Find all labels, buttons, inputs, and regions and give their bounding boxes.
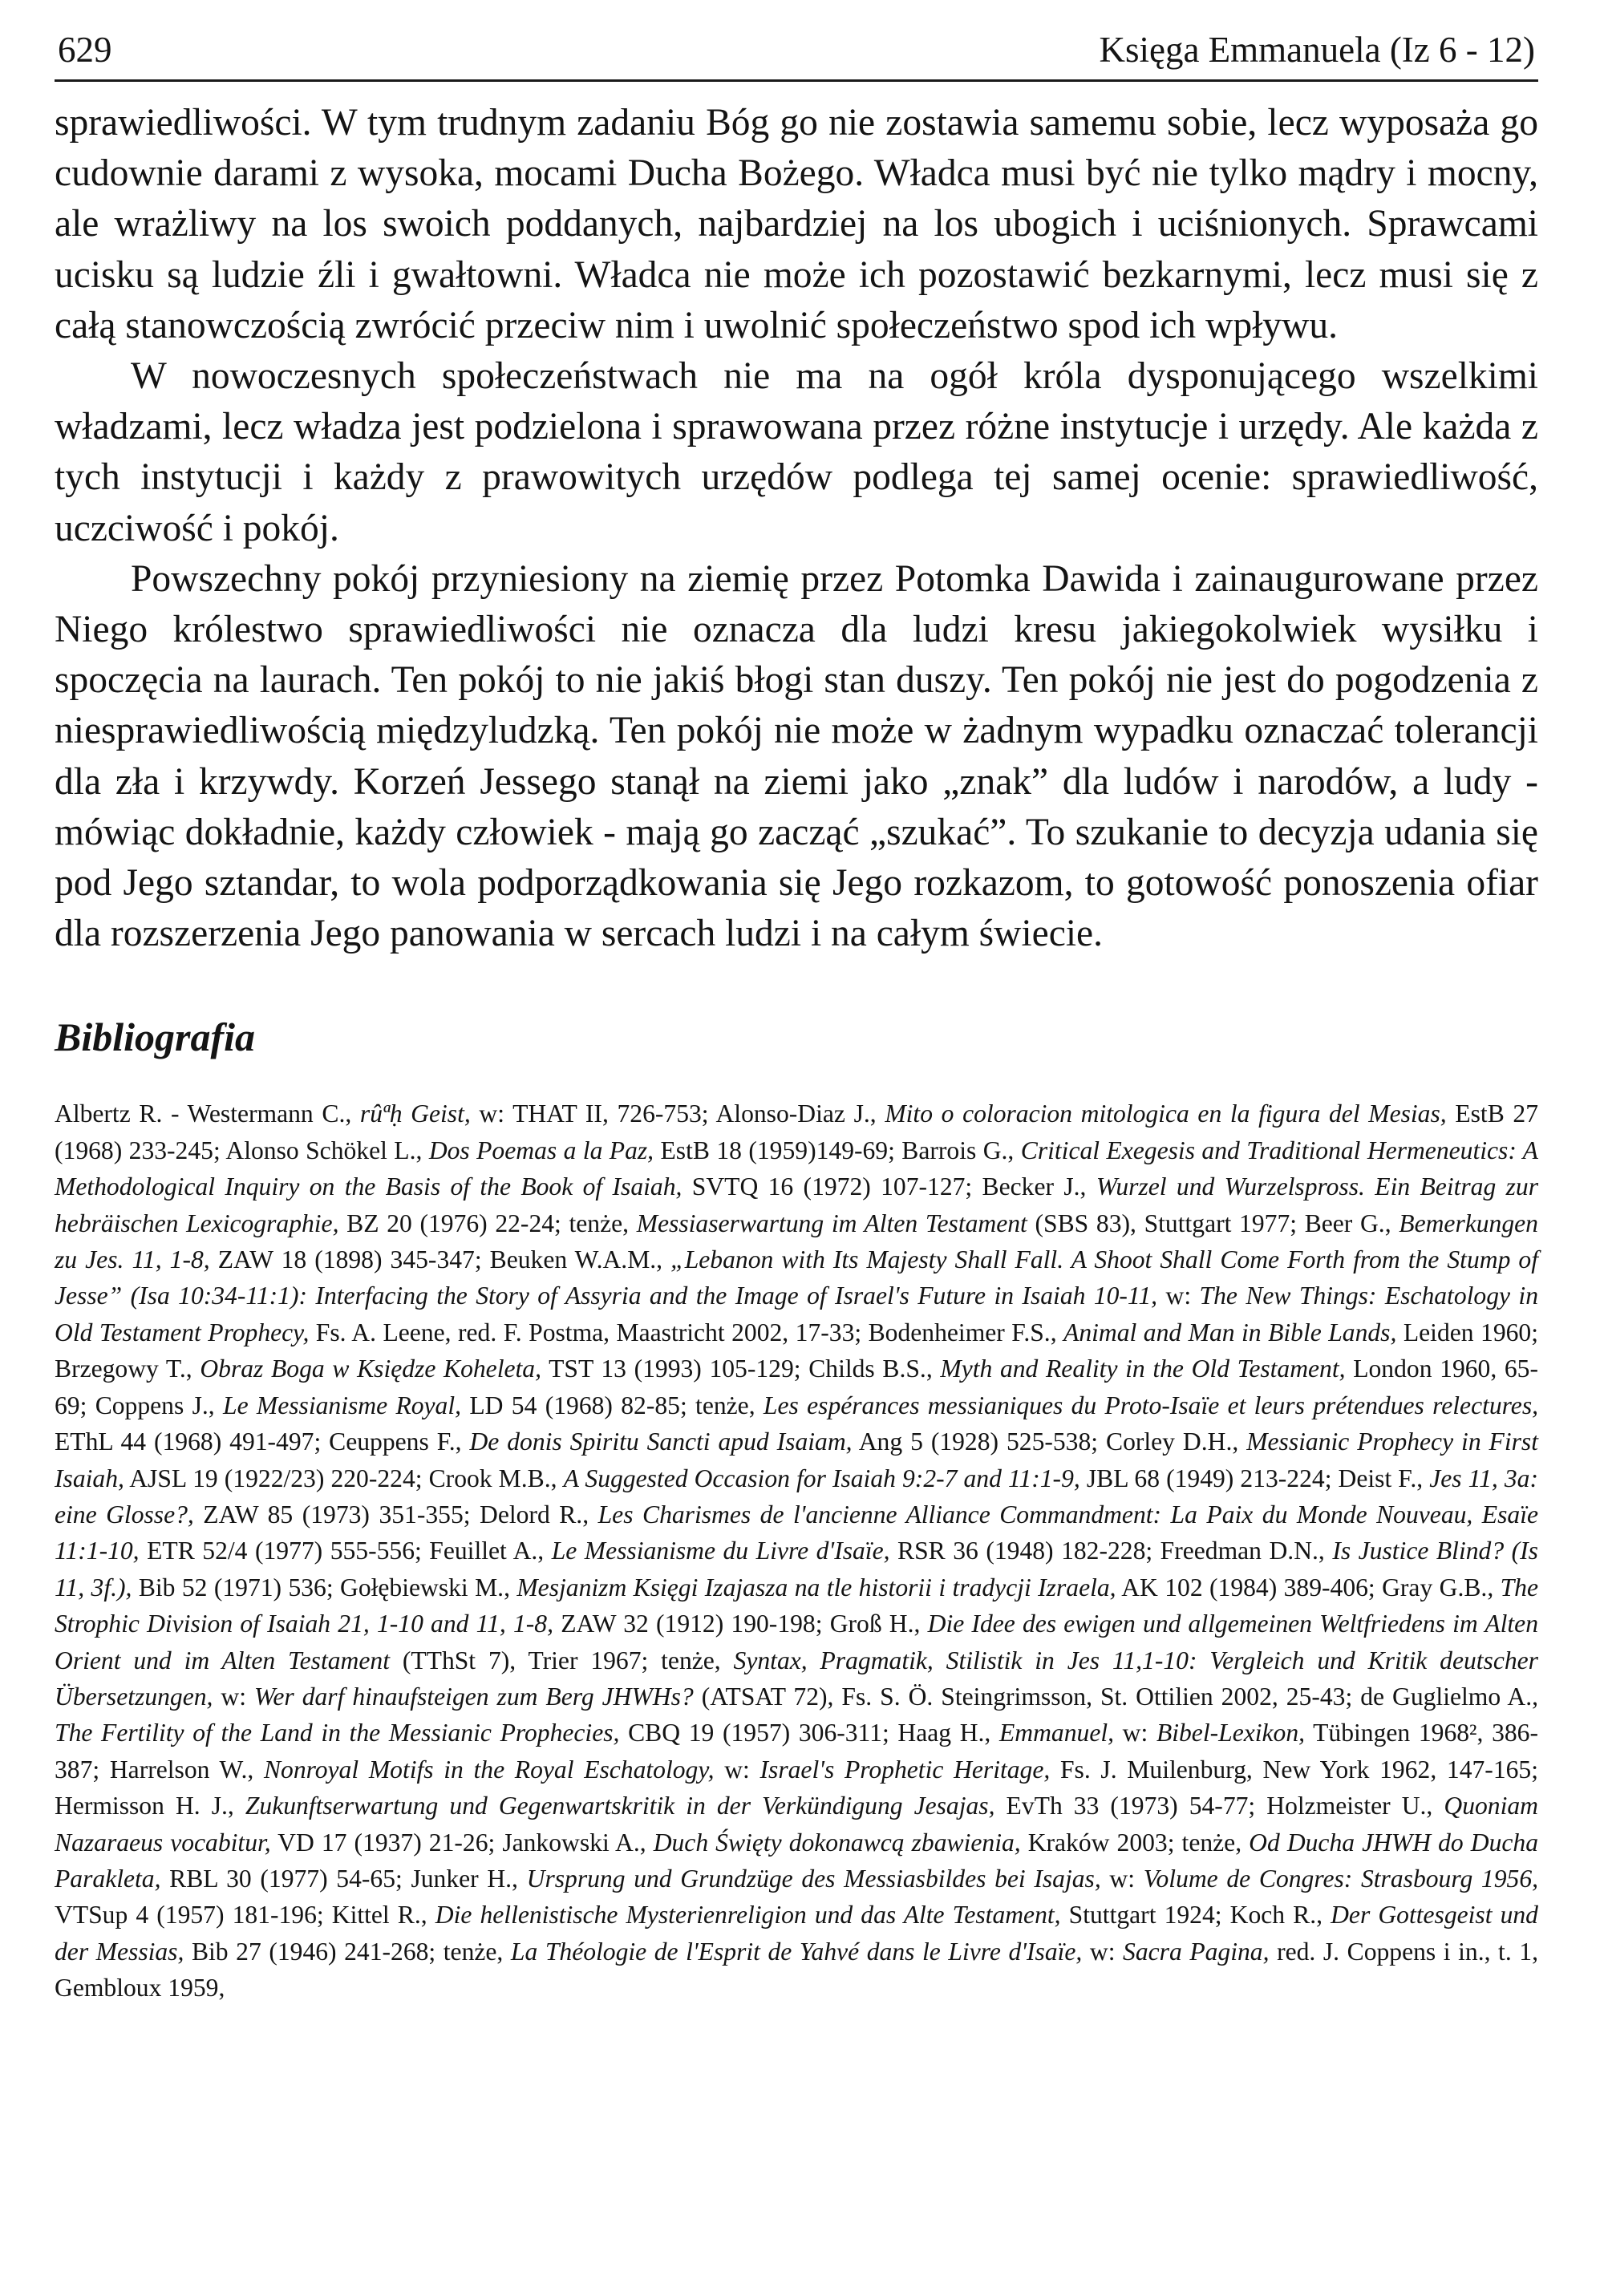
bibliography-title: Zukunftserwartung und Gegenwartskritik in der Verkündigung Jesajas, [245, 1792, 995, 1820]
bibliography-title: Duch Święty dokonawcą zbawienia, [653, 1828, 1021, 1857]
bibliography-title: Les espérances messianiques du Proto-Isaïe et leurs prétendues relectures, [763, 1391, 1539, 1419]
bibliography-text: RSR 36 (1948) 182-228; Freedman D.N., [889, 1537, 1333, 1565]
bibliography-text: SVTQ 16 (1972) 107-127; Becker J., [682, 1172, 1096, 1201]
bibliography-title: The New Things: Eschatology in Old Testament Prophecy, [55, 1282, 1539, 1346]
bibliography-title: rûªḥ Geist, [359, 1099, 471, 1128]
bibliography-title: Le Messianisme du Livre d'Isaïe, [551, 1537, 890, 1565]
bibliography-title: „Lebanon with Its Majesty Shall Fall. A Shoot Shall Come Forth from the Stump of Jesse” (Isa 10:34-11:1): Interfacing the Story of Assyria and the Image of Israel's Future in Isaiah 10-11, [55, 1245, 1538, 1310]
bibliography-text: w: [1157, 1282, 1200, 1310]
bibliography-title: Syntax, Pragmatik, Stilistik in Jes 11,1-10: Vergleich und Kritik deutscher Übersetzungen, [55, 1646, 1538, 1711]
bibliography-text: (SBS 83), Stuttgart 1977; Beer G., [1027, 1209, 1399, 1237]
bibliography-title: Messianic Prophecy in First Isaiah, [55, 1427, 1538, 1492]
bibliography-title: The Strophic Division of Isaiah 21, 1-10 and 11, 1-8, [55, 1573, 1538, 1638]
bibliography-text: Tübingen 1968², 386-387; Harrelson W., [55, 1719, 1538, 1784]
paragraph: Powszechny pokój przyniesiony na ziemię przez Potomka Dawida i zainaugurowane przez Niego królestwo sprawiedliwości nie oznacza dla ludzi kresu jakiegokolwiek wysiłku i spoczęcia na laurach. Ten pokój to nie jakiś błogi stan duszy. Ten pokój nie jest do pogodzenia z niesprawiedliwością międzyludzką. Ten pokój nie może w żadnym wypadku oznaczać tolerancji dla zła i krzywdy. Korzeń Jessego stanął na ziemi jako „znak” dla ludów i narodów, a ludy - mówiąc dokładnie, każdy człowiek - mają go zacząć „szukać”. To szukanie to decyzja udania się pod Jego sztandar, to wola podporządkowania się Jego rozkazom, to gotowość ponoszenia ofiar dla rozszerzenia Jego panowania w sercach ludzi i na całym świecie. [55, 557, 1538, 955]
bibliography-text: RBL 30 (1977) 54-65; Junker H., [160, 1864, 527, 1893]
bibliography-title: Die hellenistische Mysterienreligion und das Alte Testament, [435, 1901, 1061, 1930]
bibliography-text: EstB 27 (1968) 233-245; Alonso Schökel L., [55, 1099, 1539, 1164]
bibliography-title: Mesjanizm Księgi Izajasza na tle historii i tradycji Izraela, [516, 1573, 1116, 1602]
bibliography-entries [55, 1095, 1538, 2006]
bibliography-title: Volume de Congres: Strasbourg 1956, [1143, 1864, 1539, 1893]
bibliography-title: Israel's Prophetic Heritage, [759, 1755, 1051, 1784]
bibliography-text: London 1960, 65-69; Coppens J., [55, 1355, 1539, 1419]
bibliography-title: Wurzel und Wurzelspross. Ein Beitrag zur hebräischen Lexicographie, [55, 1172, 1538, 1237]
bibliography-text: EThL 44 (1968) 491-497; Ceuppens F., [55, 1427, 470, 1456]
bibliography-text: Albertz R. - Westermann C., [55, 1099, 360, 1128]
bibliography-heading: Bibliografia [55, 1014, 256, 1060]
bibliography-text: w: [1082, 1937, 1124, 1966]
bibliography-text: EvTh 33 (1973) 54-77; Holzmeister U., [994, 1792, 1444, 1820]
bibliography-text: Ang 5 (1928) 525-538; Corley D.H., [852, 1427, 1247, 1456]
page-number: 629 [58, 30, 112, 70]
main-text [55, 98, 1538, 959]
bibliography-text: ZAW 18 (1898) 345-347; Beuken W.A.M., [209, 1245, 671, 1274]
bibliography-title: Messiaserwartung im Alten Testament [636, 1209, 1027, 1237]
bibliography-text: Fs. J. Muilenburg, New York 1962, 147-165; Hermisson H. J., [55, 1755, 1538, 1820]
bibliography-text: AJSL 19 (1922/23) 220-224; Crook M.B., [124, 1464, 564, 1492]
bibliography-text: w: THAT II, 726-753; Alonso-Diaz J., [470, 1099, 885, 1128]
bibliography-title: Myth and Reality in the Old Testament, [940, 1355, 1346, 1383]
bibliography-text: w: [714, 1755, 760, 1784]
bibliography-text: VTSup 4 (1957) 181-196; Kittel R., [55, 1901, 435, 1930]
bibliography-title: Der Gottesgeist und der Messias, [55, 1901, 1538, 1966]
bibliography-text: w: [213, 1682, 254, 1711]
bibliography-text: Fs. A. Leene, red. F. Postma, Maastricht 2002, 17-33; Bodenheimer F.S., [309, 1318, 1064, 1346]
bibliography-title: Le Messianisme Royal, [223, 1391, 462, 1419]
bibliography-title: Sacra Pagina, [1123, 1937, 1270, 1966]
bibliography-text: Kraków 2003; tenże, [1020, 1828, 1250, 1857]
bibliography-title: Bemerkungen zu Jes. 11, 1-8, [55, 1209, 1538, 1274]
bibliography-text: w: [1114, 1719, 1156, 1747]
bibliography-title: Jes 11, 3a: eine Glosse?, [55, 1464, 1538, 1529]
bibliography-title: Les Charismes de l'ancienne Alliance Commandment: La Paix du Monde Nouveau, Esaïe 11:1-10, [55, 1500, 1538, 1565]
bibliography-title: Animal and Man in Bible Lands, [1063, 1318, 1397, 1346]
bibliography-text: TST 13 (1993) 105-129; Childs B.S., [541, 1355, 941, 1383]
bibliography-text: BZ 20 (1976) 22-24; tenże, [338, 1209, 637, 1237]
bibliography-text: Bib 27 (1946) 241-268; tenże, [184, 1937, 511, 1966]
bibliography-title: The Fertility of the Land in the Messianic Prophecies, [55, 1719, 620, 1747]
bibliography-text: (ATSAT 72), Fs. S. Ö. Steingrimsson, St. Ottilien 2002, 25-43; de Guglielmo A., [693, 1682, 1538, 1711]
paragraph: W nowoczesnych społeczeństwach nie ma na ogół króla dysponującego wszelkimi władzami, lecz władza jest podzielona i sprawowana przez różne instytucje i urzędy. Ale każda z tych instytucji i każdy z prawowitych urzędów podlega tej samej ocenie: sprawiedliwość, uczciwość i pokój. [55, 355, 1538, 549]
bibliography-title: Is Justice Blind? (Is 11, 3f.), [55, 1537, 1538, 1602]
bibliography-text: (TThSt 7), Trier 1967; tenże, [389, 1646, 734, 1674]
bibliography-text: Bib 52 (1971) 536; Gołębiewski M., [132, 1573, 517, 1602]
bibliography-text: CBQ 19 (1957) 306-311; Haag H., [619, 1719, 999, 1747]
bibliography-title: Wer darf hinaufsteigen zum Berg JHWHs? [253, 1682, 694, 1711]
bibliography-title: De donis Spiritu Sancti apud Isaiam, [469, 1427, 853, 1456]
bibliography-text: w: [1100, 1864, 1144, 1893]
bibliography-title: Dos Poemas a la Paz, [428, 1136, 654, 1164]
bibliography-title: Quoniam Nazaraeus vocabitur, [55, 1792, 1538, 1857]
bibliography-title: Critical Exegesis and Traditional Hermeneutics: A Methodological Inquiry on the Basis of the Book of Isaiah, [55, 1136, 1538, 1201]
bibliography-title: Emmanuel, [999, 1719, 1115, 1747]
bibliography-text: Leiden 1960; Brzegowy T., [55, 1318, 1538, 1383]
bibliography-text: Stuttgart 1924; Koch R., [1060, 1901, 1331, 1930]
bibliography-text: JBL 68 (1949) 213-224; Deist F., [1079, 1464, 1430, 1492]
bibliography-title: Die Idee des ewigen und allgemeinen Weltfriedens im Alten Orient und im Alten Testament [55, 1610, 1539, 1674]
bibliography-title: La Théologie de l'Esprit de Yahvé dans le Livre d'Isaïe, [510, 1937, 1083, 1966]
bibliography-text: LD 54 (1968) 82-85; tenże, [461, 1391, 764, 1419]
bibliography-title: Bibel-Lexikon, [1156, 1719, 1306, 1747]
bibliography-text: ZAW 85 (1973) 351-355; Delord R., [193, 1500, 598, 1529]
bibliography-title: Obraz Boga w Księdze Koheleta, [200, 1355, 541, 1383]
bibliography-text: red. J. Coppens i in., t. 1, Gembloux 1959, [55, 1937, 1538, 2002]
bibliography-title: A Suggested Occasion for Isaiah 9:2-7 and 11:1-9, [563, 1464, 1080, 1492]
bibliography-title: Od Ducha JHWH do Ducha Parakleta, [55, 1828, 1538, 1893]
bibliography-text: ETR 52/4 (1977) 555-556; Feuillet A., [139, 1537, 552, 1565]
bibliography-title: Nonroyal Motifs in the Royal Eschatology, [263, 1755, 715, 1784]
running-title: Księga Emmanuela (Iz 6 - 12) [1099, 30, 1535, 70]
bibliography-text: AK 102 (1984) 389-406; Gray G.B., [1116, 1573, 1501, 1602]
bibliography-text: VD 17 (1937) 21-26; Jankowski A., [270, 1828, 654, 1857]
bibliography-title: Mito o coloracion mitologica en la figura del Mesias, [885, 1099, 1447, 1128]
running-header [55, 32, 1538, 82]
bibliography-title: Ursprung und Grundzüge des Messiasbildes bei Isajas, [526, 1864, 1101, 1893]
paragraph: sprawiedliwości. W tym trudnym zadaniu Bóg go nie zostawia samemu sobie, lecz wyposaża go cudownie darami z wysoka, mocami Ducha Bożego. Władca musi być nie tylko mądry i mocny, ale wrażliwy na los swoich poddanych, najbardziej na los ubogich i uciśnionych. Sprawcami ucisku są ludzie źli i gwałtowni. Władca nie może ich pozostawić bezkarnymi, lecz musi się z całą stanowczością zwrócić przeciw nim i uwolnić społeczeństwo spod ich wpływu. [55, 102, 1538, 346]
bibliography-text: ZAW 32 (1912) 190-198; Groß H., [553, 1610, 928, 1638]
bibliography-text: EstB 18 (1959)149-69; Barrois G., [654, 1136, 1021, 1164]
